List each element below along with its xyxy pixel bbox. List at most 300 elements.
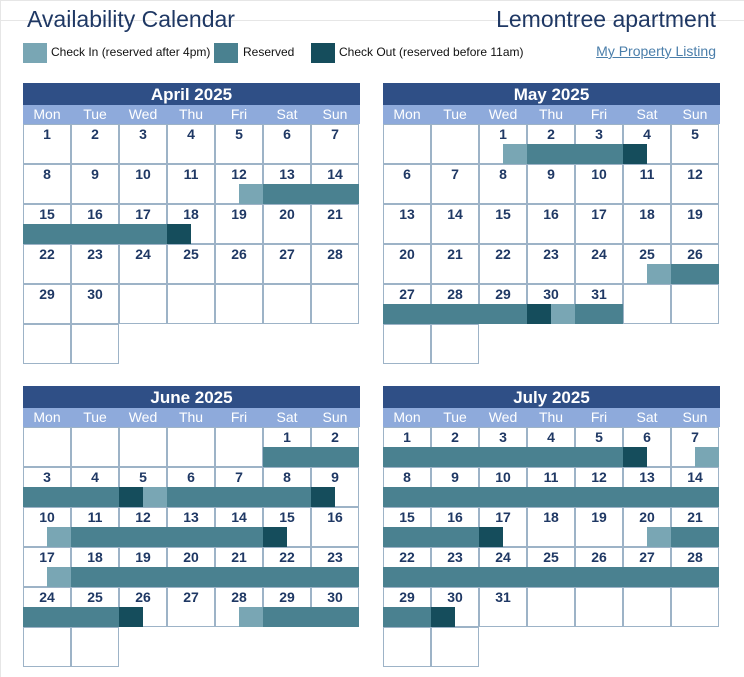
day-cell[interactable] bbox=[623, 204, 671, 244]
checkout-bar bbox=[119, 607, 143, 627]
day-cell[interactable] bbox=[311, 587, 359, 627]
empty-cell bbox=[383, 627, 431, 667]
legend-checkin-label: Check In (reserved after 4pm) bbox=[51, 45, 211, 59]
empty-cell bbox=[23, 627, 71, 667]
day-cell[interactable] bbox=[383, 427, 431, 467]
day-number: 26 bbox=[687, 246, 703, 262]
day-cell[interactable] bbox=[215, 164, 263, 204]
day-cell[interactable] bbox=[383, 204, 431, 244]
day-number: 13 bbox=[399, 206, 415, 222]
day-cell[interactable] bbox=[575, 124, 623, 164]
day-number: 3 bbox=[139, 126, 147, 142]
day-number: 27 bbox=[399, 286, 415, 302]
day-cell[interactable] bbox=[71, 204, 119, 244]
day-number: 19 bbox=[135, 549, 151, 565]
day-cell[interactable] bbox=[383, 587, 431, 627]
day-number: 8 bbox=[43, 166, 51, 182]
day-number: 15 bbox=[495, 206, 511, 222]
reserved-bar bbox=[23, 224, 71, 244]
reserved-bar bbox=[479, 567, 527, 587]
reserved-bar bbox=[431, 567, 479, 587]
day-cell[interactable] bbox=[263, 427, 311, 467]
day-cell[interactable] bbox=[119, 547, 167, 587]
day-number: 19 bbox=[687, 206, 703, 222]
day-cell[interactable] bbox=[479, 124, 527, 164]
day-cell[interactable] bbox=[479, 587, 527, 627]
day-number: 7 bbox=[691, 429, 699, 445]
reserved-bar bbox=[263, 487, 311, 507]
day-cell[interactable] bbox=[671, 507, 719, 547]
empty-cell bbox=[119, 284, 167, 324]
reserved-bar bbox=[575, 447, 623, 467]
day-cell[interactable] bbox=[215, 507, 263, 547]
day-number: 30 bbox=[327, 589, 343, 605]
day-cell[interactable] bbox=[575, 164, 623, 204]
empty-cell bbox=[623, 587, 671, 627]
day-cell[interactable] bbox=[167, 507, 215, 547]
reserved-bar bbox=[623, 567, 671, 587]
day-cell[interactable] bbox=[623, 124, 671, 164]
reserved-bar bbox=[431, 304, 479, 324]
day-cell[interactable] bbox=[119, 467, 167, 507]
day-cell[interactable] bbox=[671, 244, 719, 284]
weekday-mon: Mon bbox=[393, 409, 421, 425]
day-cell[interactable] bbox=[215, 124, 263, 164]
day-number: 17 bbox=[135, 206, 151, 222]
day-cell[interactable] bbox=[671, 467, 719, 507]
day-cell[interactable] bbox=[431, 427, 479, 467]
empty-cell bbox=[167, 284, 215, 324]
day-number: 14 bbox=[687, 469, 703, 485]
day-cell[interactable] bbox=[527, 124, 575, 164]
day-number: 2 bbox=[451, 429, 459, 445]
day-cell[interactable] bbox=[527, 204, 575, 244]
day-cell[interactable] bbox=[527, 547, 575, 587]
day-cell[interactable] bbox=[527, 507, 575, 547]
day-number: 8 bbox=[499, 166, 507, 182]
day-number: 9 bbox=[451, 469, 459, 485]
day-number: 29 bbox=[399, 589, 415, 605]
weekday-header bbox=[23, 105, 360, 124]
reserved-bar bbox=[71, 607, 119, 627]
day-number: 10 bbox=[591, 166, 607, 182]
day-cell[interactable] bbox=[671, 124, 719, 164]
day-number: 26 bbox=[591, 549, 607, 565]
day-cell[interactable] bbox=[479, 204, 527, 244]
day-cell[interactable] bbox=[167, 204, 215, 244]
day-number: 20 bbox=[639, 509, 655, 525]
day-cell[interactable] bbox=[263, 507, 311, 547]
day-cell[interactable] bbox=[263, 467, 311, 507]
day-cell[interactable] bbox=[71, 284, 119, 324]
reserved-bar bbox=[575, 567, 623, 587]
reserved-bar bbox=[431, 447, 479, 467]
day-cell[interactable] bbox=[167, 244, 215, 284]
day-cell[interactable] bbox=[575, 284, 623, 324]
empty-cell bbox=[671, 587, 719, 627]
day-cell[interactable] bbox=[671, 164, 719, 204]
day-cell[interactable] bbox=[23, 587, 71, 627]
day-cell[interactable] bbox=[215, 204, 263, 244]
day-number: 5 bbox=[595, 429, 603, 445]
day-cell[interactable] bbox=[623, 164, 671, 204]
empty-cell bbox=[431, 627, 479, 667]
day-number: 31 bbox=[591, 286, 607, 302]
reserved-bar bbox=[383, 527, 431, 547]
weekday-wed: Wed bbox=[128, 409, 158, 425]
day-cell[interactable] bbox=[119, 124, 167, 164]
empty-cell bbox=[263, 284, 311, 324]
day-cell[interactable] bbox=[623, 467, 671, 507]
day-cell[interactable] bbox=[431, 507, 479, 547]
my-property-listing-link[interactable]: My Property Listing bbox=[596, 43, 716, 59]
empty-cell bbox=[575, 587, 623, 627]
day-cell[interactable] bbox=[311, 507, 359, 547]
day-cell[interactable] bbox=[23, 204, 71, 244]
reserved-bar bbox=[383, 304, 431, 324]
day-cell[interactable] bbox=[23, 124, 71, 164]
reserved-bar bbox=[671, 527, 719, 547]
day-number: 10 bbox=[135, 166, 151, 182]
weekday-thu: Thu bbox=[538, 409, 564, 425]
day-cell[interactable] bbox=[119, 507, 167, 547]
calendar-june-2025 bbox=[23, 386, 360, 667]
day-cell[interactable] bbox=[311, 164, 359, 204]
day-number: 17 bbox=[39, 549, 55, 565]
day-cell[interactable] bbox=[671, 547, 719, 587]
day-cell[interactable] bbox=[263, 244, 311, 284]
reserved-bar bbox=[671, 487, 719, 507]
day-cell[interactable] bbox=[71, 164, 119, 204]
day-number: 1 bbox=[403, 429, 411, 445]
day-cell[interactable] bbox=[71, 244, 119, 284]
checkin-bar bbox=[143, 487, 167, 507]
day-number: 27 bbox=[183, 589, 199, 605]
day-cell[interactable] bbox=[311, 204, 359, 244]
empty-cell bbox=[71, 427, 119, 467]
reserved-bar bbox=[311, 567, 359, 587]
day-cell[interactable] bbox=[431, 284, 479, 324]
reserved-bar bbox=[119, 527, 167, 547]
day-cell[interactable] bbox=[215, 587, 263, 627]
day-cell[interactable] bbox=[215, 244, 263, 284]
day-grid bbox=[383, 124, 720, 364]
day-cell[interactable] bbox=[23, 244, 71, 284]
day-number: 2 bbox=[331, 429, 339, 445]
reserved-bar bbox=[431, 527, 479, 547]
day-cell[interactable] bbox=[623, 547, 671, 587]
reserved-bar bbox=[383, 567, 431, 587]
page-title: Availability Calendar bbox=[27, 6, 235, 32]
empty-cell bbox=[167, 427, 215, 467]
calendar-july-2025 bbox=[383, 386, 720, 667]
reserved-bar bbox=[671, 567, 719, 587]
day-cell[interactable] bbox=[479, 547, 527, 587]
day-cell[interactable] bbox=[167, 547, 215, 587]
checkout-bar bbox=[623, 144, 647, 164]
checkin-bar bbox=[695, 447, 719, 467]
day-cell[interactable] bbox=[71, 124, 119, 164]
day-number: 7 bbox=[235, 469, 243, 485]
month-title: May 2025 bbox=[383, 83, 720, 105]
day-cell[interactable] bbox=[623, 244, 671, 284]
day-number: 1 bbox=[499, 126, 507, 142]
gridline bbox=[0, 0, 1, 677]
checkin-bar bbox=[647, 527, 671, 547]
day-cell[interactable] bbox=[383, 467, 431, 507]
day-number: 6 bbox=[403, 166, 411, 182]
empty-cell bbox=[311, 284, 359, 324]
empty-cell bbox=[431, 124, 479, 164]
reserved-bar bbox=[23, 607, 71, 627]
day-number: 18 bbox=[639, 206, 655, 222]
reserved-bar bbox=[167, 487, 215, 507]
day-cell[interactable] bbox=[167, 467, 215, 507]
day-cell[interactable] bbox=[671, 204, 719, 244]
day-cell[interactable] bbox=[527, 427, 575, 467]
day-number: 23 bbox=[543, 246, 559, 262]
reserved-bar bbox=[311, 447, 359, 467]
checkin-bar bbox=[47, 527, 71, 547]
day-cell[interactable] bbox=[167, 164, 215, 204]
day-number: 13 bbox=[183, 509, 199, 525]
day-number: 23 bbox=[327, 549, 343, 565]
day-cell[interactable] bbox=[167, 587, 215, 627]
day-cell[interactable] bbox=[479, 427, 527, 467]
day-number: 24 bbox=[135, 246, 151, 262]
weekday-thu: Thu bbox=[538, 106, 564, 122]
day-cell[interactable] bbox=[263, 204, 311, 244]
day-cell[interactable] bbox=[623, 427, 671, 467]
day-cell[interactable] bbox=[479, 244, 527, 284]
weekday-tue: Tue bbox=[443, 409, 467, 425]
day-cell[interactable] bbox=[23, 284, 71, 324]
day-cell[interactable] bbox=[479, 467, 527, 507]
day-cell[interactable] bbox=[119, 244, 167, 284]
day-number: 4 bbox=[187, 126, 195, 142]
day-cell[interactable] bbox=[575, 427, 623, 467]
day-number: 28 bbox=[327, 246, 343, 262]
day-cell[interactable] bbox=[383, 507, 431, 547]
day-number: 12 bbox=[135, 509, 151, 525]
day-number: 24 bbox=[495, 549, 511, 565]
day-cell[interactable] bbox=[479, 284, 527, 324]
reserved-bar bbox=[431, 487, 479, 507]
reserved-bar bbox=[311, 184, 359, 204]
empty-cell bbox=[623, 284, 671, 324]
day-cell[interactable] bbox=[575, 204, 623, 244]
day-cell[interactable] bbox=[575, 244, 623, 284]
day-number: 28 bbox=[231, 589, 247, 605]
empty-cell bbox=[215, 284, 263, 324]
weekday-header bbox=[383, 408, 720, 427]
reserved-bar bbox=[119, 567, 167, 587]
day-cell[interactable] bbox=[23, 164, 71, 204]
day-number: 3 bbox=[43, 469, 51, 485]
day-cell[interactable] bbox=[527, 244, 575, 284]
day-number: 21 bbox=[327, 206, 343, 222]
day-cell[interactable] bbox=[71, 467, 119, 507]
weekday-mon: Mon bbox=[33, 106, 61, 122]
empty-cell bbox=[71, 324, 119, 364]
day-number: 19 bbox=[591, 509, 607, 525]
day-number: 17 bbox=[495, 509, 511, 525]
day-grid bbox=[23, 427, 360, 667]
day-cell[interactable] bbox=[215, 467, 263, 507]
day-cell[interactable] bbox=[311, 547, 359, 587]
legend-checkout-swatch bbox=[311, 43, 335, 63]
checkout-bar bbox=[479, 527, 503, 547]
empty-cell bbox=[71, 627, 119, 667]
day-number: 29 bbox=[279, 589, 295, 605]
day-number: 13 bbox=[639, 469, 655, 485]
day-number: 21 bbox=[447, 246, 463, 262]
reserved-bar bbox=[263, 607, 311, 627]
day-number: 31 bbox=[495, 589, 511, 605]
day-cell[interactable] bbox=[311, 427, 359, 467]
day-cell[interactable] bbox=[71, 547, 119, 587]
day-cell[interactable] bbox=[527, 467, 575, 507]
day-cell[interactable] bbox=[263, 547, 311, 587]
day-number: 29 bbox=[495, 286, 511, 302]
day-cell[interactable] bbox=[527, 164, 575, 204]
day-number: 23 bbox=[87, 246, 103, 262]
day-number: 15 bbox=[39, 206, 55, 222]
reserved-bar bbox=[479, 447, 527, 467]
day-number: 30 bbox=[87, 286, 103, 302]
day-cell[interactable] bbox=[263, 164, 311, 204]
checkout-bar bbox=[167, 224, 191, 244]
weekday-fri: Fri bbox=[590, 409, 608, 425]
day-cell[interactable] bbox=[311, 467, 359, 507]
weekday-fri: Fri bbox=[590, 106, 608, 122]
reserved-bar bbox=[479, 304, 527, 324]
reserved-bar bbox=[215, 487, 263, 507]
reserved-bar bbox=[23, 487, 71, 507]
day-number: 1 bbox=[43, 126, 51, 142]
day-number: 25 bbox=[87, 589, 103, 605]
day-number: 14 bbox=[327, 166, 343, 182]
day-cell[interactable] bbox=[383, 547, 431, 587]
property-name: Lemontree apartment bbox=[496, 6, 716, 32]
day-cell[interactable] bbox=[575, 547, 623, 587]
day-cell[interactable] bbox=[263, 587, 311, 627]
day-cell[interactable] bbox=[575, 467, 623, 507]
day-number: 30 bbox=[543, 286, 559, 302]
day-cell[interactable] bbox=[431, 244, 479, 284]
checkin-bar bbox=[47, 567, 71, 587]
reserved-bar bbox=[263, 184, 311, 204]
reserved-bar bbox=[575, 304, 623, 324]
day-number: 24 bbox=[591, 246, 607, 262]
day-cell[interactable] bbox=[311, 244, 359, 284]
day-cell[interactable] bbox=[383, 164, 431, 204]
day-number: 20 bbox=[279, 206, 295, 222]
reserved-bar bbox=[527, 567, 575, 587]
weekday-header bbox=[23, 408, 360, 427]
weekday-wed: Wed bbox=[488, 106, 518, 122]
reserved-bar bbox=[623, 487, 671, 507]
checkout-bar bbox=[527, 304, 551, 324]
day-cell[interactable] bbox=[479, 507, 527, 547]
day-cell[interactable] bbox=[119, 164, 167, 204]
weekday-mon: Mon bbox=[393, 106, 421, 122]
reserved-bar bbox=[527, 447, 575, 467]
day-number: 16 bbox=[543, 206, 559, 222]
day-cell[interactable] bbox=[215, 547, 263, 587]
day-cell[interactable] bbox=[311, 124, 359, 164]
checkin-bar bbox=[647, 264, 671, 284]
day-cell[interactable] bbox=[431, 467, 479, 507]
day-cell[interactable] bbox=[671, 427, 719, 467]
weekday-tue: Tue bbox=[83, 409, 107, 425]
weekday-wed: Wed bbox=[128, 106, 158, 122]
day-number: 2 bbox=[91, 126, 99, 142]
day-number: 10 bbox=[39, 509, 55, 525]
weekday-tue: Tue bbox=[83, 106, 107, 122]
day-number: 14 bbox=[231, 509, 247, 525]
day-cell[interactable] bbox=[23, 547, 71, 587]
day-number: 22 bbox=[495, 246, 511, 262]
day-number: 7 bbox=[451, 166, 459, 182]
reserved-bar bbox=[167, 527, 215, 547]
day-number: 28 bbox=[687, 549, 703, 565]
empty-cell bbox=[215, 427, 263, 467]
checkout-bar bbox=[263, 527, 287, 547]
weekday-fri: Fri bbox=[230, 409, 248, 425]
day-cell[interactable] bbox=[23, 467, 71, 507]
day-cell[interactable] bbox=[623, 507, 671, 547]
weekday-sun: Sun bbox=[322, 106, 348, 122]
reserved-bar bbox=[215, 567, 263, 587]
day-cell[interactable] bbox=[575, 507, 623, 547]
day-cell[interactable] bbox=[119, 204, 167, 244]
empty-cell bbox=[23, 324, 71, 364]
empty-cell bbox=[23, 427, 71, 467]
reserved-bar bbox=[119, 224, 167, 244]
day-cell[interactable] bbox=[431, 204, 479, 244]
day-cell[interactable] bbox=[71, 587, 119, 627]
reserved-bar bbox=[167, 567, 215, 587]
day-number: 29 bbox=[39, 286, 55, 302]
day-number: 12 bbox=[231, 166, 247, 182]
day-cell[interactable] bbox=[71, 507, 119, 547]
day-cell[interactable] bbox=[479, 164, 527, 204]
day-number: 11 bbox=[543, 469, 559, 485]
day-number: 14 bbox=[447, 206, 463, 222]
day-number: 20 bbox=[399, 246, 415, 262]
weekday-tue: Tue bbox=[443, 106, 467, 122]
day-number: 20 bbox=[183, 549, 199, 565]
day-cell[interactable] bbox=[23, 507, 71, 547]
weekday-thu: Thu bbox=[178, 409, 204, 425]
day-cell[interactable] bbox=[167, 124, 215, 164]
day-cell[interactable] bbox=[431, 164, 479, 204]
calendar-april-2025 bbox=[23, 83, 360, 364]
day-cell[interactable] bbox=[263, 124, 311, 164]
reserved-bar bbox=[263, 447, 311, 467]
reserved-bar bbox=[671, 264, 719, 284]
day-cell[interactable] bbox=[431, 547, 479, 587]
day-cell[interactable] bbox=[383, 244, 431, 284]
day-cell[interactable] bbox=[527, 284, 575, 324]
day-cell[interactable] bbox=[119, 587, 167, 627]
day-number: 16 bbox=[327, 509, 343, 525]
day-cell[interactable] bbox=[431, 587, 479, 627]
day-cell[interactable] bbox=[383, 284, 431, 324]
legend-reserved-label: Reserved bbox=[243, 45, 295, 59]
reserved-bar bbox=[383, 487, 431, 507]
